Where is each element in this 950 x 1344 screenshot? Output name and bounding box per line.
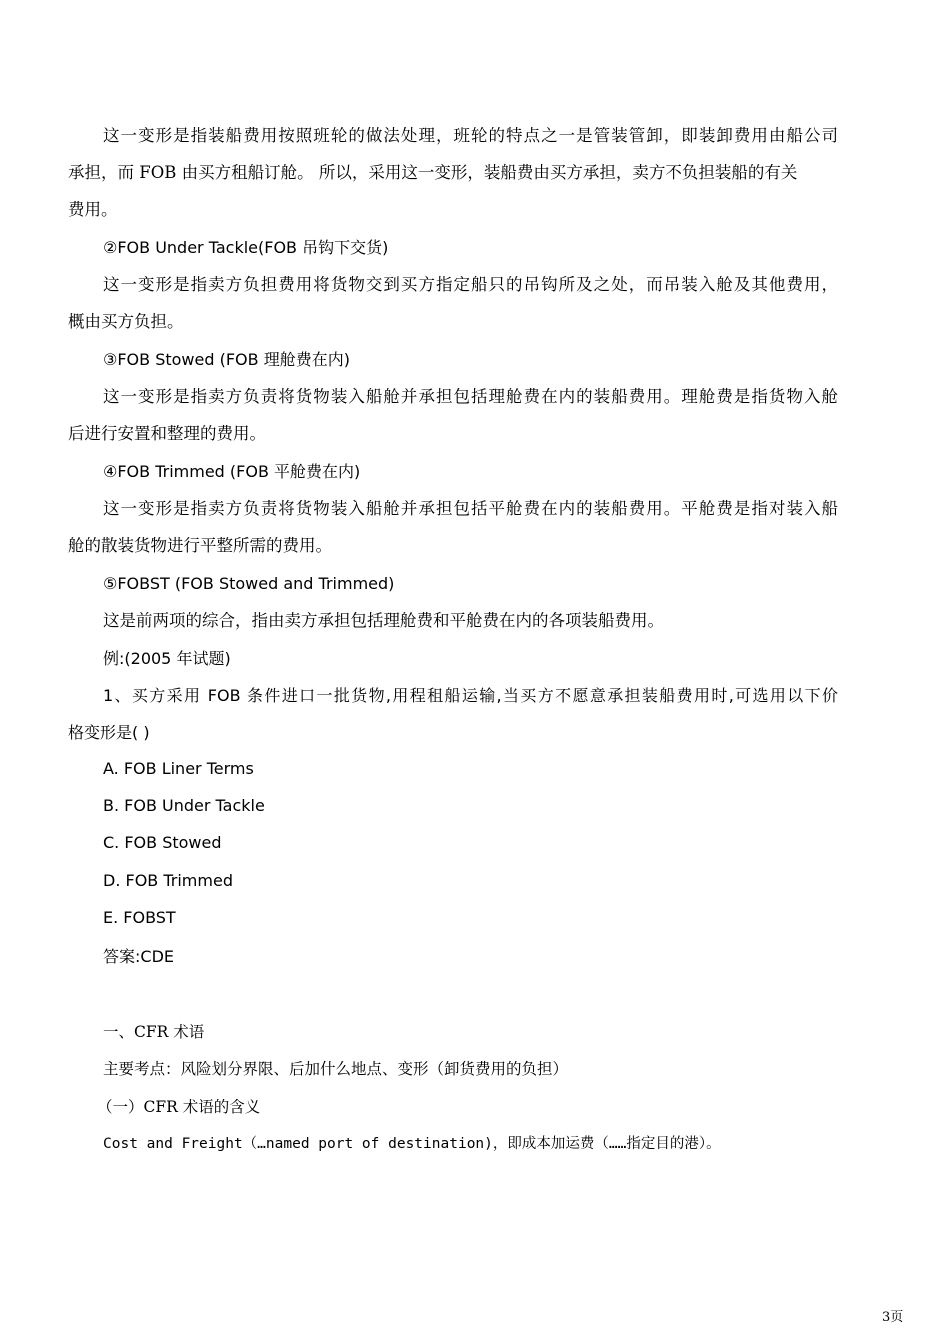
option-c: C. FOB Stowed <box>103 833 222 852</box>
question-line: 格变形是( ) <box>68 723 150 742</box>
paragraph-line: 这一变形是指装船费用按照班轮的做法处理，班轮的特点之一是管装管卸，即装卸费用由船公司 <box>103 126 838 145</box>
paragraph-line: 后进行安置和整理的费用。 <box>68 424 266 443</box>
heading-fob-stowed: ③FOB Stowed (FOB 理舱费在内) <box>103 350 350 369</box>
option-a: A. FOB Liner Terms <box>103 759 254 778</box>
page-number: 3页 <box>882 1310 904 1325</box>
option-e: E. FOBST <box>103 908 176 927</box>
cfr-definition-line: Cost and Freight（…named port of destination)，即成本加运费（……指定目的港）。 <box>103 1136 721 1152</box>
paragraph-line: 舱的散装货物进行平整所需的费用。 <box>68 536 332 555</box>
paragraph-line: 概由买方负担。 <box>68 312 184 331</box>
paragraph-line: 这一变形是指卖方负责将货物装入船舱并承担包括理舱费在内的装船费用。理舱费是指货物入舱 <box>103 387 838 406</box>
example-label: 例:(2005 年试题) <box>103 649 231 668</box>
heading-fob-trimmed: ④FOB Trimmed (FOB 平舱费在内) <box>103 462 361 481</box>
answer-line: 答案:CDE <box>103 947 174 966</box>
heading-fob-under-tackle: ②FOB Under Tackle(FOB 吊钩下交货) <box>103 238 389 257</box>
subsection-heading: （一）CFR 术语的含义 <box>97 1098 261 1116</box>
section-heading-cfr: 一、CFR 术语 <box>103 1023 205 1041</box>
paragraph-line: 这一变形是指卖方负担费用将货物交到买方指定船只的吊钩所及之处，而吊装入舱及其他费用， <box>103 275 838 294</box>
option-d: D. FOB Trimmed <box>103 871 233 890</box>
paragraph-line: 这一变形是指卖方负责将货物装入船舱并承担包括平舱费在内的装船费用。平舱费是指对装入船 <box>103 499 838 518</box>
paragraph-line: 这是前两项的综合，指由卖方承担包括理舱费和平舱费在内的各项装船费用。 <box>103 611 664 630</box>
paragraph-line: 费用。 <box>68 200 118 219</box>
paragraph-line: 承担，而 FOB 由买方租船订舱。 所以，采用这一变形，装船费由买方承担，卖方不负担装船的有关 <box>68 163 798 182</box>
heading-fobst: ⑤FOBST (FOB Stowed and Trimmed) <box>103 574 395 593</box>
key-points-line: 主要考点：风险划分界限、后加什么地点、变形（卸货费用的负担） <box>103 1060 569 1078</box>
question-line: 1、买方采用 FOB 条件进口一批货物,用程租船运输,当买方不愿意承担装船费用时,可选用以下价 <box>103 686 838 705</box>
option-b: B. FOB Under Tackle <box>103 796 265 815</box>
